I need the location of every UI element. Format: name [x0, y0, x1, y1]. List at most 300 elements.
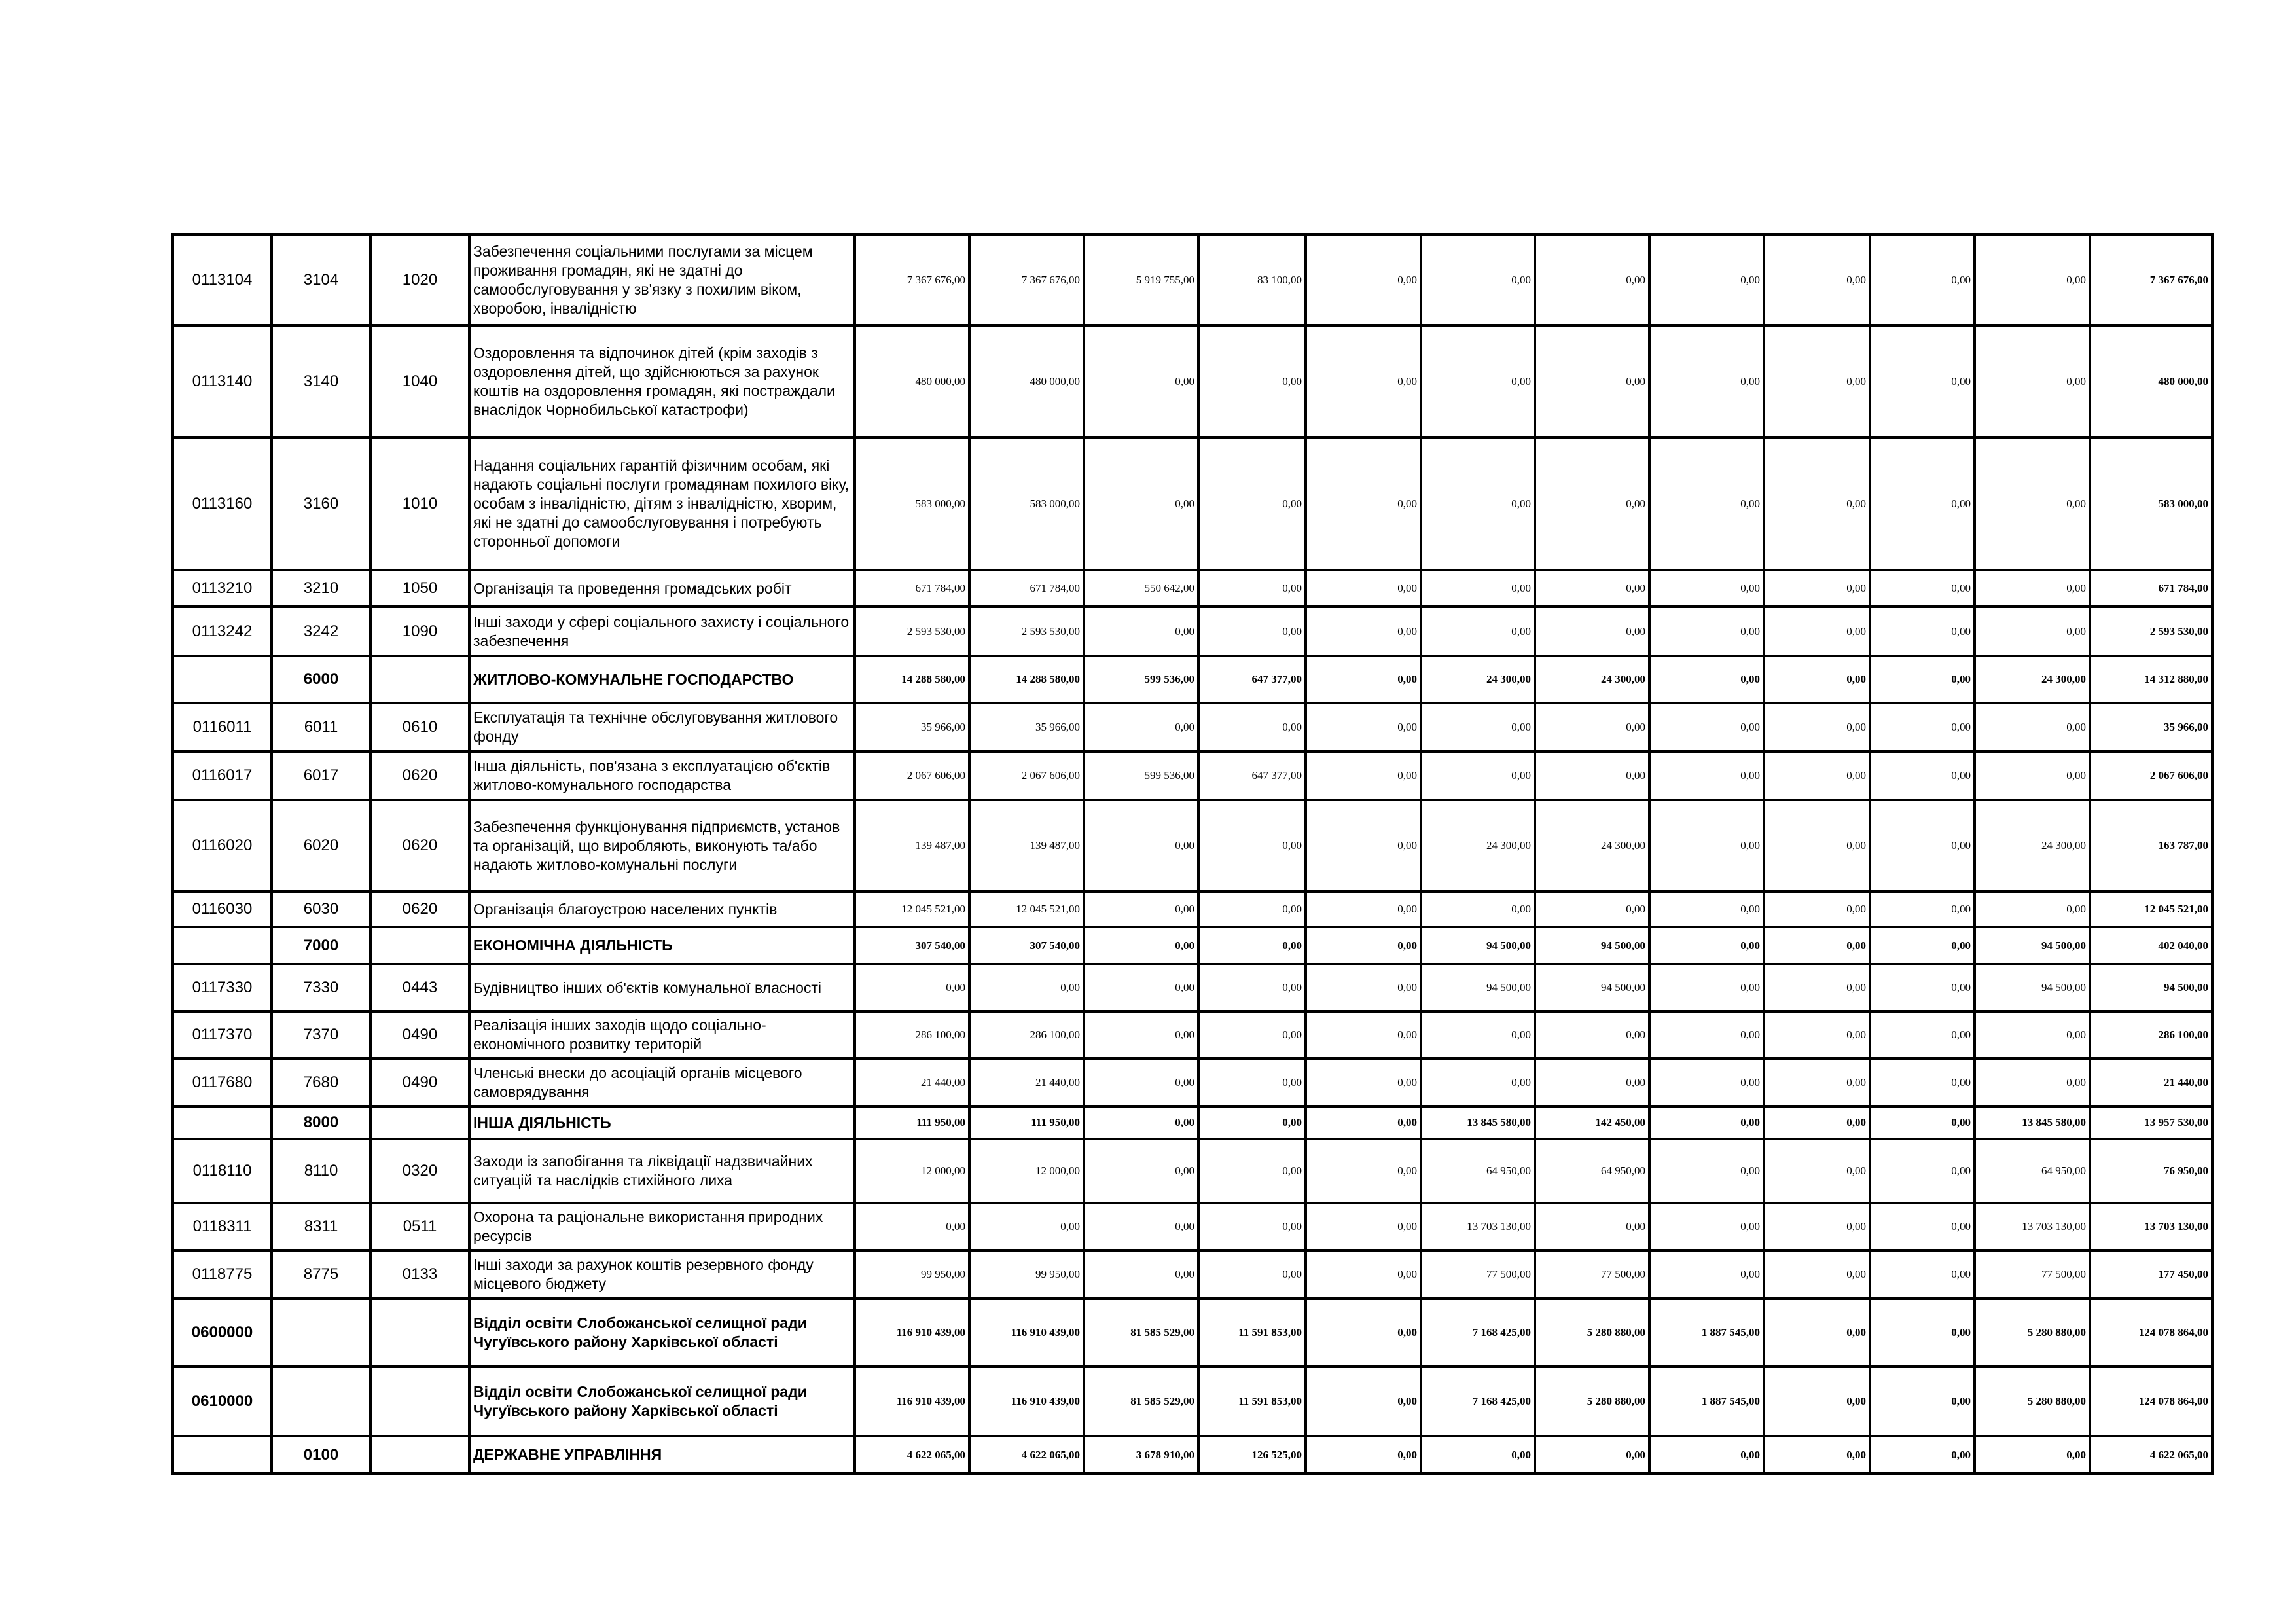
function-code-cell: 8311	[272, 1203, 370, 1250]
amount-cell: 0,00	[1649, 437, 1764, 570]
amount-cell: 24 300,00	[1535, 800, 1649, 892]
amount-cell: 12 000,00	[969, 1139, 1084, 1203]
total-amount-cell: 671 784,00	[2090, 570, 2212, 607]
amount-cell: 0,00	[1198, 1250, 1306, 1299]
amount-cell: 83 100,00	[1198, 234, 1306, 325]
amount-cell: 0,00	[1764, 751, 1870, 800]
program-name-cell: Інші заходи за рахунок коштів резервного фонду місцевого бюджету	[469, 1250, 855, 1299]
amount-cell: 0,00	[1649, 927, 1764, 964]
program-code-cell: 0117370	[173, 1011, 272, 1058]
amount-cell: 94 500,00	[1535, 927, 1649, 964]
amount-cell: 7 367 676,00	[855, 234, 969, 325]
amount-cell: 0,00	[1649, 1058, 1764, 1106]
amount-cell: 4 622 065,00	[969, 1436, 1084, 1473]
table-row	[173, 607, 2212, 656]
amount-cell: 0,00	[1649, 703, 1764, 751]
amount-cell: 0,00	[1870, 234, 1975, 325]
table-row	[173, 656, 2212, 703]
amount-cell: 139 487,00	[855, 800, 969, 892]
table-row	[173, 703, 2212, 751]
amount-cell: 0,00	[1084, 927, 1198, 964]
table-row	[173, 1367, 2212, 1436]
amount-cell: 0,00	[1421, 751, 1535, 800]
amount-cell: 286 100,00	[969, 1011, 1084, 1058]
amount-cell: 0,00	[1421, 1436, 1535, 1473]
classification-code-cell: 0443	[370, 964, 469, 1011]
amount-cell: 0,00	[1870, 1367, 1975, 1436]
amount-cell: 0,00	[1535, 1011, 1649, 1058]
amount-cell: 0,00	[1975, 1436, 2090, 1473]
classification-code-cell	[370, 927, 469, 964]
table-body	[173, 234, 2212, 1473]
amount-cell: 0,00	[1975, 1058, 2090, 1106]
program-code-cell: 0113160	[173, 437, 272, 570]
amount-cell: 126 525,00	[1198, 1436, 1306, 1473]
program-code-cell	[173, 1106, 272, 1139]
amount-cell: 0,00	[1649, 964, 1764, 1011]
amount-cell: 0,00	[1535, 892, 1649, 927]
program-name-cell: Оздоровлення та відпочинок дітей (крім заходів з оздоровлення дітей, що здійснюються за рахунок коштів на оздоровлення громадян, які постраждали внаслідок Чорнобильської катастрофи)	[469, 325, 855, 437]
amount-cell: 116 910 439,00	[855, 1367, 969, 1436]
program-code-cell: 0116030	[173, 892, 272, 927]
program-name-cell: Забезпечення соціальними послугами за місцем проживання громадян, які не здатні до самообслуговування у зв'язку з похилим віком, хворобою, інвалідністю	[469, 234, 855, 325]
amount-cell: 0,00	[1535, 234, 1649, 325]
amount-cell: 0,00	[1649, 800, 1764, 892]
amount-cell: 0,00	[1870, 927, 1975, 964]
amount-cell: 0,00	[1975, 703, 2090, 751]
amount-cell: 0,00	[1306, 892, 1421, 927]
classification-code-cell	[370, 1106, 469, 1139]
amount-cell: 116 910 439,00	[855, 1299, 969, 1367]
amount-cell: 0,00	[1306, 570, 1421, 607]
amount-cell: 0,00	[1198, 437, 1306, 570]
amount-cell: 12 045 521,00	[969, 892, 1084, 927]
program-code-cell: 0116020	[173, 800, 272, 892]
amount-cell: 64 950,00	[1535, 1139, 1649, 1203]
classification-code-cell: 0620	[370, 751, 469, 800]
program-name-cell: Експлуатація та технічне обслуговування житлового фонду	[469, 703, 855, 751]
amount-cell: 0,00	[855, 964, 969, 1011]
program-code-cell: 0117330	[173, 964, 272, 1011]
amount-cell: 94 500,00	[1535, 964, 1649, 1011]
function-code-cell: 6017	[272, 751, 370, 800]
program-name-cell: Заходи із запобігання та ліквідації надзвичайних ситуацій та наслідків стихійного лиха	[469, 1139, 855, 1203]
amount-cell: 0,00	[1306, 1436, 1421, 1473]
amount-cell: 1 887 545,00	[1649, 1367, 1764, 1436]
classification-code-cell: 0320	[370, 1139, 469, 1203]
amount-cell: 2 593 530,00	[855, 607, 969, 656]
amount-cell: 0,00	[1649, 607, 1764, 656]
amount-cell: 0,00	[1764, 927, 1870, 964]
amount-cell: 0,00	[1421, 570, 1535, 607]
amount-cell: 0,00	[1084, 1058, 1198, 1106]
function-code-cell: 3140	[272, 325, 370, 437]
amount-cell: 0,00	[1306, 656, 1421, 703]
amount-cell: 0,00	[1306, 703, 1421, 751]
amount-cell: 0,00	[1306, 964, 1421, 1011]
amount-cell: 0,00	[1975, 234, 2090, 325]
amount-cell: 2 067 606,00	[969, 751, 1084, 800]
amount-cell: 5 280 880,00	[1535, 1367, 1649, 1436]
function-code-cell: 3104	[272, 234, 370, 325]
amount-cell: 0,00	[1535, 607, 1649, 656]
amount-cell: 0,00	[1421, 892, 1535, 927]
table-row	[173, 1139, 2212, 1203]
total-amount-cell: 21 440,00	[2090, 1058, 2212, 1106]
amount-cell: 81 585 529,00	[1084, 1299, 1198, 1367]
table-row	[173, 234, 2212, 325]
amount-cell: 0,00	[1649, 656, 1764, 703]
amount-cell: 64 950,00	[1975, 1139, 2090, 1203]
amount-cell: 0,00	[1306, 1011, 1421, 1058]
amount-cell: 0,00	[1649, 1250, 1764, 1299]
amount-cell: 480 000,00	[969, 325, 1084, 437]
amount-cell: 647 377,00	[1198, 751, 1306, 800]
classification-code-cell: 1010	[370, 437, 469, 570]
program-name-cell: Організація та проведення громадських робіт	[469, 570, 855, 607]
program-code-cell: 0113210	[173, 570, 272, 607]
program-name-cell: Надання соціальних гарантій фізичним особам, які надають соціальні послуги громадянам похилого віку, особам з інвалідністю, дітям з інвалідністю, хворим, які не здатні до самообслуговування і потребують сторонньої допомоги	[469, 437, 855, 570]
amount-cell: 0,00	[1084, 892, 1198, 927]
amount-cell: 0,00	[1764, 1299, 1870, 1367]
amount-cell: 583 000,00	[969, 437, 1084, 570]
program-code-cell	[173, 656, 272, 703]
total-amount-cell: 12 045 521,00	[2090, 892, 2212, 927]
classification-code-cell: 1020	[370, 234, 469, 325]
total-amount-cell: 4 622 065,00	[2090, 1436, 2212, 1473]
program-name-cell: ІНША ДІЯЛЬНІСТЬ	[469, 1106, 855, 1139]
amount-cell: 0,00	[1198, 800, 1306, 892]
amount-cell: 0,00	[1306, 234, 1421, 325]
program-name-cell: Будівництво інших об'єктів комунальної власності	[469, 964, 855, 1011]
amount-cell: 2 067 606,00	[855, 751, 969, 800]
amount-cell: 77 500,00	[1975, 1250, 2090, 1299]
amount-cell: 0,00	[1535, 1436, 1649, 1473]
program-code-cell: 0113140	[173, 325, 272, 437]
total-amount-cell: 13 703 130,00	[2090, 1203, 2212, 1250]
classification-code-cell: 1040	[370, 325, 469, 437]
amount-cell: 0,00	[1975, 751, 2090, 800]
amount-cell: 0,00	[1198, 927, 1306, 964]
amount-cell: 286 100,00	[855, 1011, 969, 1058]
amount-cell: 0,00	[1306, 927, 1421, 964]
amount-cell: 24 300,00	[1975, 656, 2090, 703]
amount-cell: 0,00	[1306, 1058, 1421, 1106]
amount-cell: 0,00	[1306, 325, 1421, 437]
amount-cell: 21 440,00	[855, 1058, 969, 1106]
amount-cell: 111 950,00	[969, 1106, 1084, 1139]
table-row	[173, 751, 2212, 800]
amount-cell: 7 168 425,00	[1421, 1299, 1535, 1367]
amount-cell: 647 377,00	[1198, 656, 1306, 703]
amount-cell: 0,00	[1198, 1058, 1306, 1106]
amount-cell: 5 919 755,00	[1084, 234, 1198, 325]
amount-cell: 3 678 910,00	[1084, 1436, 1198, 1473]
amount-cell: 0,00	[1198, 607, 1306, 656]
program-name-cell: Інші заходи у сфері соціального захисту і соціального забезпечення	[469, 607, 855, 656]
amount-cell: 0,00	[1649, 1436, 1764, 1473]
amount-cell: 0,00	[1198, 1203, 1306, 1250]
function-code-cell: 7330	[272, 964, 370, 1011]
amount-cell: 7 168 425,00	[1421, 1367, 1535, 1436]
amount-cell: 0,00	[1421, 1058, 1535, 1106]
amount-cell: 0,00	[1306, 751, 1421, 800]
table-row	[173, 892, 2212, 927]
table-row	[173, 570, 2212, 607]
classification-code-cell: 0490	[370, 1058, 469, 1106]
amount-cell: 0,00	[1764, 1436, 1870, 1473]
total-amount-cell: 2 593 530,00	[2090, 607, 2212, 656]
program-name-cell: ДЕРЖАВНЕ УПРАВЛІННЯ	[469, 1436, 855, 1473]
amount-cell: 0,00	[1084, 1203, 1198, 1250]
table-row	[173, 1299, 2212, 1367]
amount-cell: 0,00	[1421, 607, 1535, 656]
classification-code-cell: 0133	[370, 1250, 469, 1299]
program-code-cell: 0610000	[173, 1367, 272, 1436]
program-name-cell: ЖИТЛОВО-КОМУНАЛЬНЕ ГОСПОДАРСТВО	[469, 656, 855, 703]
amount-cell: 0,00	[1084, 607, 1198, 656]
amount-cell: 0,00	[1306, 437, 1421, 570]
table-row	[173, 325, 2212, 437]
classification-code-cell: 0620	[370, 892, 469, 927]
amount-cell: 0,00	[1306, 607, 1421, 656]
function-code-cell: 7000	[272, 927, 370, 964]
total-amount-cell: 124 078 864,00	[2090, 1367, 2212, 1436]
amount-cell: 0,00	[1084, 437, 1198, 570]
amount-cell: 0,00	[1764, 800, 1870, 892]
amount-cell: 24 300,00	[1421, 656, 1535, 703]
amount-cell: 99 950,00	[855, 1250, 969, 1299]
program-code-cell: 0118311	[173, 1203, 272, 1250]
table-row	[173, 1106, 2212, 1139]
amount-cell: 142 450,00	[1535, 1106, 1649, 1139]
amount-cell: 671 784,00	[855, 570, 969, 607]
table-row	[173, 1436, 2212, 1473]
classification-code-cell: 0610	[370, 703, 469, 751]
program-code-cell	[173, 927, 272, 964]
amount-cell: 0,00	[969, 964, 1084, 1011]
classification-code-cell: 0490	[370, 1011, 469, 1058]
amount-cell: 0,00	[1870, 964, 1975, 1011]
amount-cell: 7 367 676,00	[969, 234, 1084, 325]
amount-cell: 0,00	[1649, 1139, 1764, 1203]
amount-cell: 13 845 580,00	[1975, 1106, 2090, 1139]
function-code-cell: 8000	[272, 1106, 370, 1139]
amount-cell: 0,00	[1306, 1299, 1421, 1367]
amount-cell: 77 500,00	[1535, 1250, 1649, 1299]
amount-cell: 307 540,00	[855, 927, 969, 964]
amount-cell: 671 784,00	[969, 570, 1084, 607]
function-code-cell	[272, 1367, 370, 1436]
amount-cell: 0,00	[1975, 325, 2090, 437]
program-name-cell: Охорона та раціональне використання природних ресурсів	[469, 1203, 855, 1250]
amount-cell: 0,00	[1870, 800, 1975, 892]
amount-cell: 0,00	[1084, 1011, 1198, 1058]
amount-cell: 0,00	[1535, 437, 1649, 570]
amount-cell: 0,00	[1870, 437, 1975, 570]
function-code-cell: 6011	[272, 703, 370, 751]
amount-cell: 13 845 580,00	[1421, 1106, 1535, 1139]
amount-cell: 0,00	[1649, 1203, 1764, 1250]
function-code-cell: 7680	[272, 1058, 370, 1106]
amount-cell: 0,00	[1198, 964, 1306, 1011]
program-code-cell: 0118775	[173, 1250, 272, 1299]
total-amount-cell: 7 367 676,00	[2090, 234, 2212, 325]
amount-cell: 0,00	[1421, 234, 1535, 325]
amount-cell: 0,00	[1198, 703, 1306, 751]
program-code-cell	[173, 1436, 272, 1473]
amount-cell: 0,00	[1870, 1203, 1975, 1250]
classification-code-cell: 1090	[370, 607, 469, 656]
amount-cell: 11 591 853,00	[1198, 1299, 1306, 1367]
amount-cell: 139 487,00	[969, 800, 1084, 892]
amount-cell: 12 000,00	[855, 1139, 969, 1203]
amount-cell: 0,00	[1421, 1011, 1535, 1058]
amount-cell: 0,00	[1764, 607, 1870, 656]
function-code-cell: 3210	[272, 570, 370, 607]
amount-cell: 0,00	[1975, 607, 2090, 656]
amount-cell: 0,00	[1764, 325, 1870, 437]
function-code-cell: 8775	[272, 1250, 370, 1299]
amount-cell: 0,00	[1084, 703, 1198, 751]
function-code-cell: 7370	[272, 1011, 370, 1058]
amount-cell: 0,00	[1084, 964, 1198, 1011]
classification-code-cell	[370, 1299, 469, 1367]
amount-cell: 0,00	[1535, 325, 1649, 437]
amount-cell: 0,00	[1649, 234, 1764, 325]
function-code-cell: 3242	[272, 607, 370, 656]
amount-cell: 0,00	[969, 1203, 1084, 1250]
amount-cell: 0,00	[1975, 892, 2090, 927]
table-row	[173, 437, 2212, 570]
amount-cell: 0,00	[1870, 892, 1975, 927]
amount-cell: 0,00	[1764, 1367, 1870, 1436]
program-name-cell: Відділ освіти Слобожанської селищної ради Чугуївського району Харківської області	[469, 1367, 855, 1436]
total-amount-cell: 14 312 880,00	[2090, 656, 2212, 703]
amount-cell: 0,00	[1870, 1011, 1975, 1058]
total-amount-cell: 163 787,00	[2090, 800, 2212, 892]
amount-cell: 0,00	[1870, 656, 1975, 703]
total-amount-cell: 177 450,00	[2090, 1250, 2212, 1299]
amount-cell: 0,00	[1535, 751, 1649, 800]
amount-cell: 0,00	[1870, 1139, 1975, 1203]
amount-cell: 0,00	[1870, 751, 1975, 800]
amount-cell: 0,00	[1198, 325, 1306, 437]
amount-cell: 0,00	[1649, 751, 1764, 800]
amount-cell: 0,00	[1975, 570, 2090, 607]
amount-cell: 0,00	[1421, 325, 1535, 437]
table-row	[173, 1203, 2212, 1250]
amount-cell: 0,00	[1764, 1058, 1870, 1106]
budget-table	[171, 233, 2214, 1475]
total-amount-cell: 402 040,00	[2090, 927, 2212, 964]
amount-cell: 0,00	[1764, 964, 1870, 1011]
amount-cell: 0,00	[1764, 1139, 1870, 1203]
amount-cell: 14 288 580,00	[969, 656, 1084, 703]
amount-cell: 0,00	[1306, 1250, 1421, 1299]
function-code-cell: 0100	[272, 1436, 370, 1473]
amount-cell: 111 950,00	[855, 1106, 969, 1139]
total-amount-cell: 583 000,00	[2090, 437, 2212, 570]
function-code-cell: 8110	[272, 1139, 370, 1203]
program-code-cell: 0116011	[173, 703, 272, 751]
total-amount-cell: 480 000,00	[2090, 325, 2212, 437]
amount-cell: 0,00	[1764, 1203, 1870, 1250]
amount-cell: 35 966,00	[855, 703, 969, 751]
program-name-cell: Інша діяльність, пов'язана з експлуатацією об'єктів житлово-комунального господарства	[469, 751, 855, 800]
program-name-cell: ЕКОНОМІЧНА ДІЯЛЬНІСТЬ	[469, 927, 855, 964]
amount-cell: 0,00	[1870, 325, 1975, 437]
amount-cell: 0,00	[1870, 570, 1975, 607]
amount-cell: 0,00	[1764, 570, 1870, 607]
classification-code-cell	[370, 1436, 469, 1473]
amount-cell: 0,00	[1764, 1106, 1870, 1139]
program-code-cell: 0113242	[173, 607, 272, 656]
amount-cell: 0,00	[1649, 325, 1764, 437]
amount-cell: 5 280 880,00	[1535, 1299, 1649, 1367]
amount-cell: 11 591 853,00	[1198, 1367, 1306, 1436]
amount-cell: 599 536,00	[1084, 656, 1198, 703]
program-name-cell: Членські внески до асоціацій органів місцевого самоврядування	[469, 1058, 855, 1106]
amount-cell: 24 300,00	[1421, 800, 1535, 892]
function-code-cell	[272, 1299, 370, 1367]
amount-cell: 24 300,00	[1975, 800, 2090, 892]
table-row	[173, 964, 2212, 1011]
amount-cell: 13 703 130,00	[1975, 1203, 2090, 1250]
program-code-cell: 0116017	[173, 751, 272, 800]
amount-cell: 0,00	[1084, 1250, 1198, 1299]
amount-cell: 81 585 529,00	[1084, 1367, 1198, 1436]
amount-cell: 0,00	[1649, 1011, 1764, 1058]
amount-cell: 0,00	[1649, 892, 1764, 927]
program-name-cell: Відділ освіти Слобожанської селищної ради Чугуївського району Харківської області	[469, 1299, 855, 1367]
amount-cell: 0,00	[1306, 1139, 1421, 1203]
amount-cell: 0,00	[1535, 1058, 1649, 1106]
amount-cell: 0,00	[1649, 570, 1764, 607]
amount-cell: 2 593 530,00	[969, 607, 1084, 656]
classification-code-cell	[370, 656, 469, 703]
total-amount-cell: 124 078 864,00	[2090, 1299, 2212, 1367]
amount-cell: 0,00	[1764, 1011, 1870, 1058]
amount-cell: 0,00	[1975, 437, 2090, 570]
amount-cell: 0,00	[1870, 1299, 1975, 1367]
function-code-cell: 3160	[272, 437, 370, 570]
amount-cell: 99 950,00	[969, 1250, 1084, 1299]
amount-cell: 0,00	[1764, 892, 1870, 927]
amount-cell: 12 045 521,00	[855, 892, 969, 927]
amount-cell: 0,00	[1198, 1011, 1306, 1058]
total-amount-cell: 2 067 606,00	[2090, 751, 2212, 800]
amount-cell: 0,00	[1198, 892, 1306, 927]
amount-cell: 14 288 580,00	[855, 656, 969, 703]
table-row	[173, 800, 2212, 892]
amount-cell: 21 440,00	[969, 1058, 1084, 1106]
amount-cell: 0,00	[1764, 703, 1870, 751]
amount-cell: 116 910 439,00	[969, 1367, 1084, 1436]
program-code-cell: 0600000	[173, 1299, 272, 1367]
amount-cell: 0,00	[1084, 1106, 1198, 1139]
amount-cell: 24 300,00	[1535, 656, 1649, 703]
amount-cell: 5 280 880,00	[1975, 1367, 2090, 1436]
amount-cell: 0,00	[1870, 607, 1975, 656]
amount-cell: 35 966,00	[969, 703, 1084, 751]
function-code-cell: 6000	[272, 656, 370, 703]
amount-cell: 550 642,00	[1084, 570, 1198, 607]
amount-cell: 116 910 439,00	[969, 1299, 1084, 1367]
amount-cell: 0,00	[1764, 1250, 1870, 1299]
amount-cell: 77 500,00	[1421, 1250, 1535, 1299]
function-code-cell: 6020	[272, 800, 370, 892]
